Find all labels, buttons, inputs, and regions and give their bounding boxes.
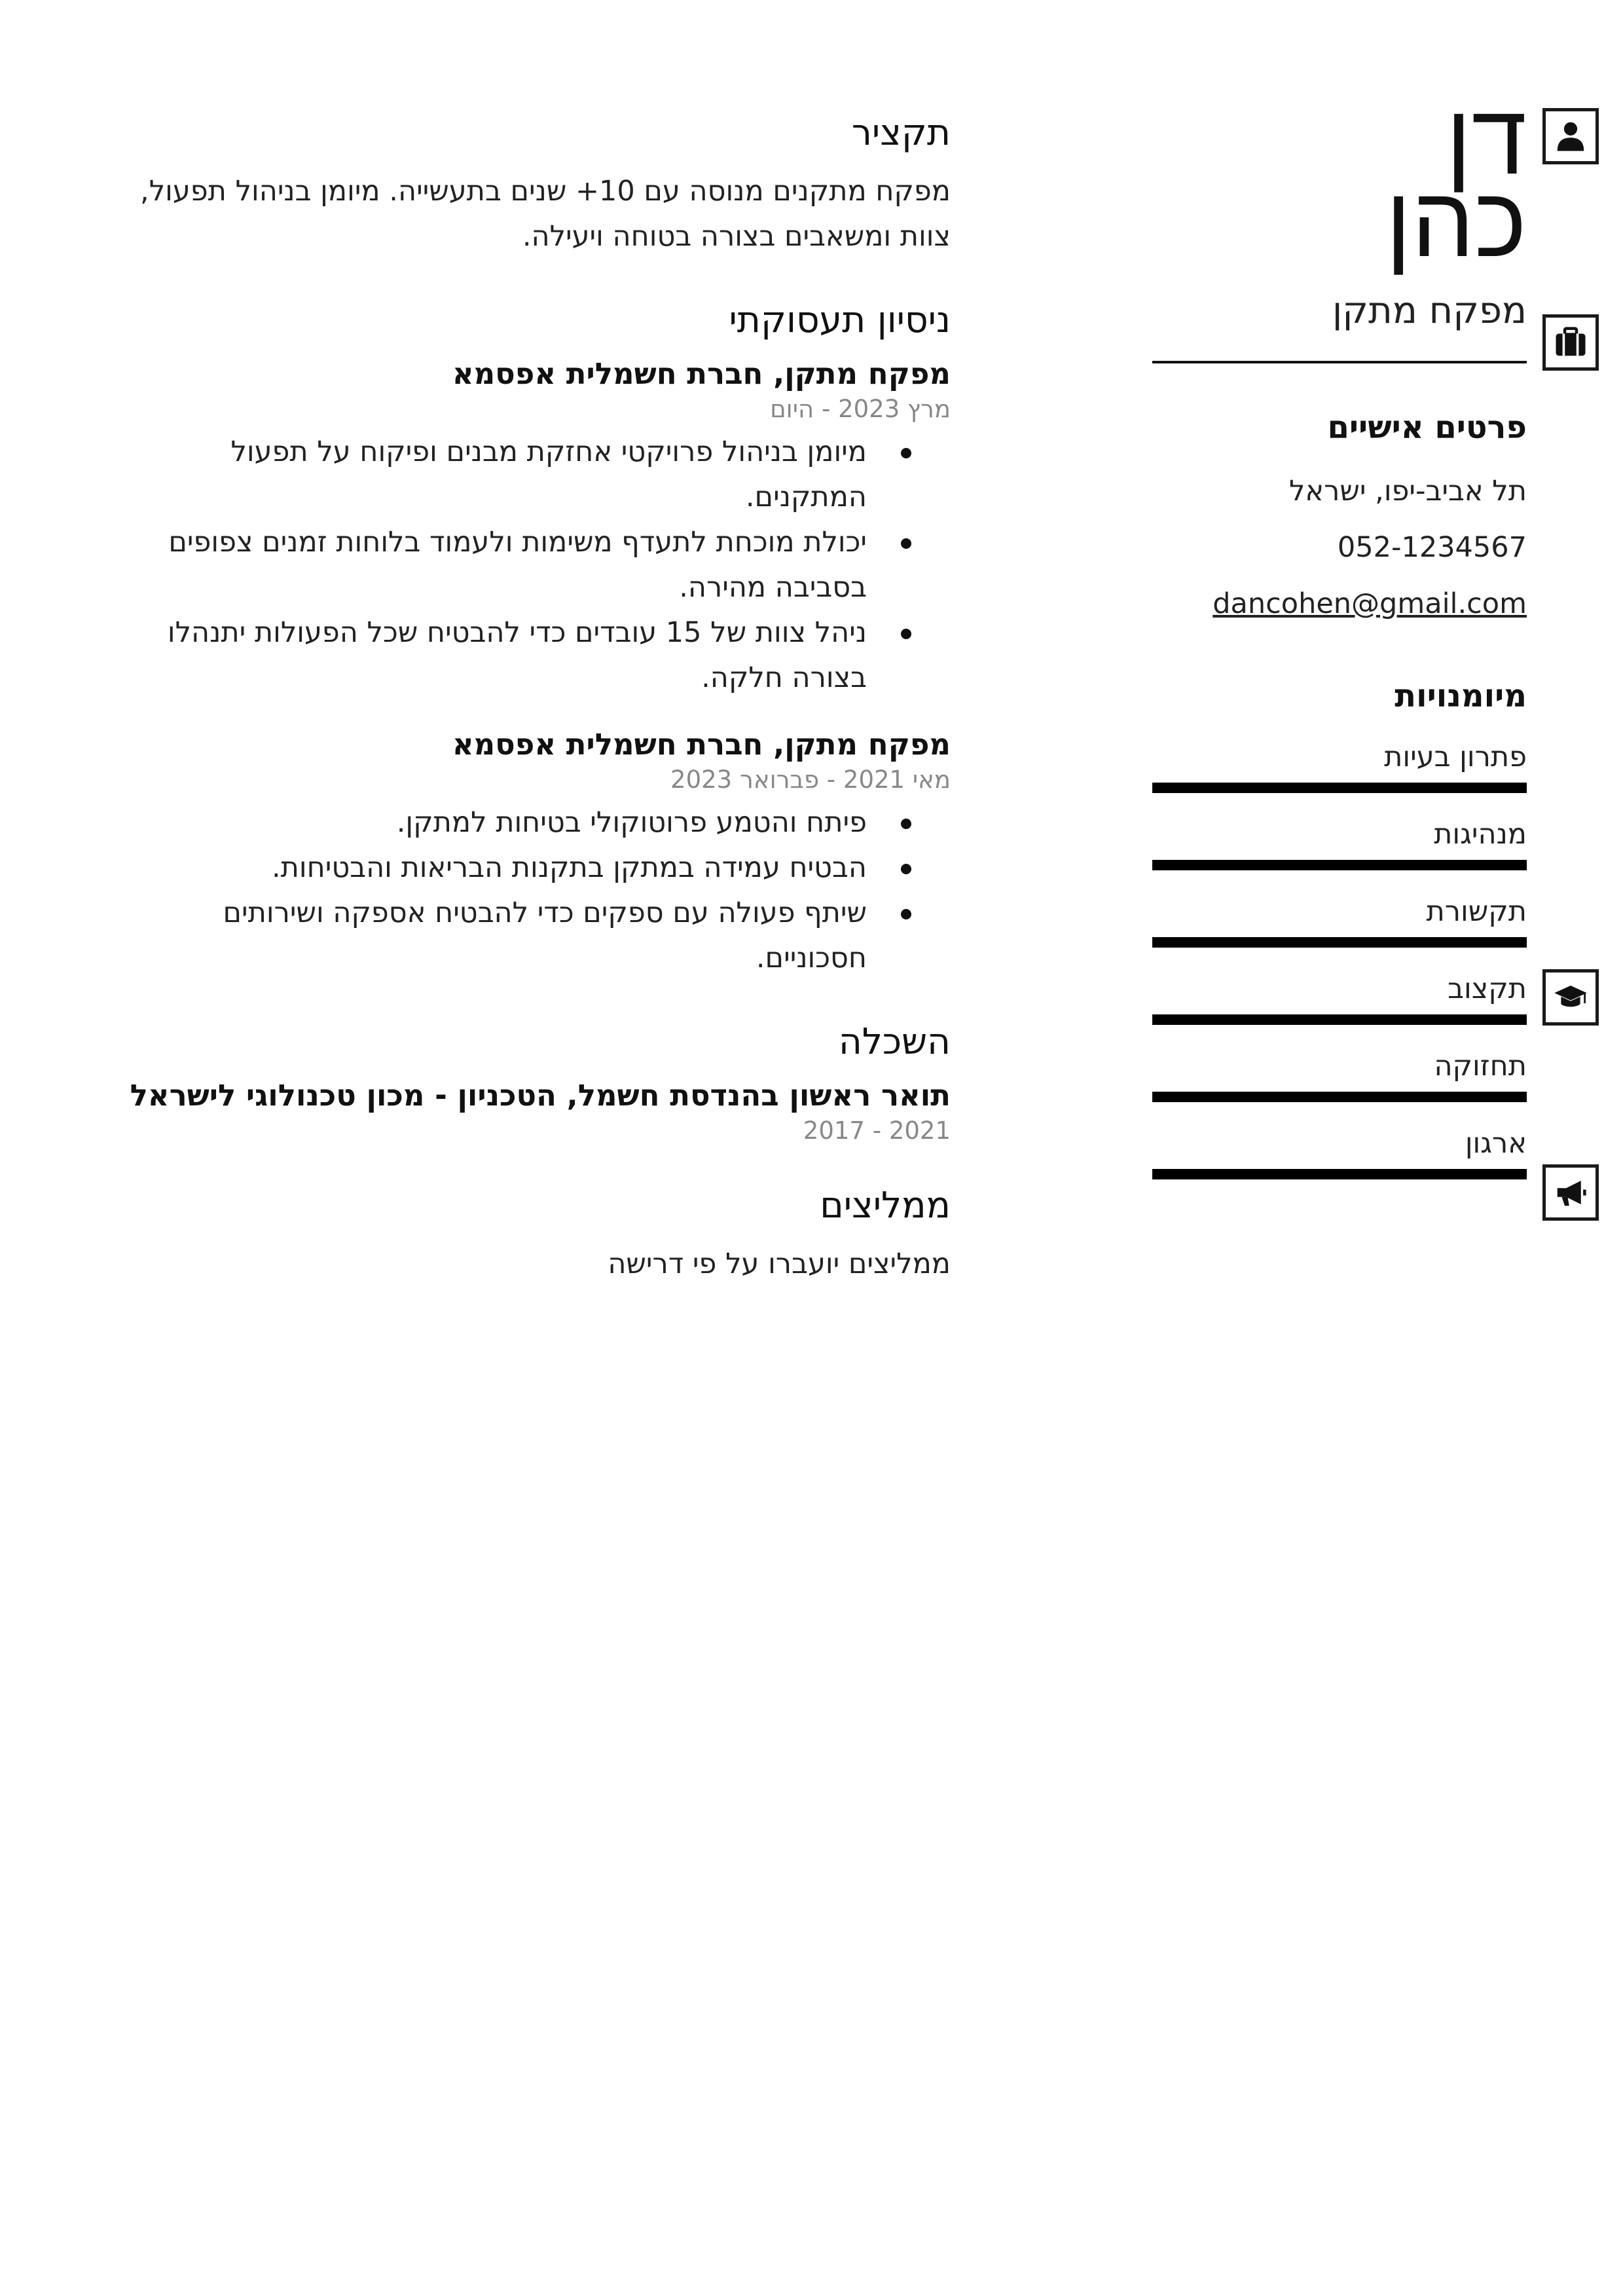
- first-name: דן: [1446, 84, 1527, 195]
- divider: [1152, 361, 1527, 363]
- bullet-item: מיומן בניהול פרויקטי אחזקת מבנים ופיקוח על תפעול המתקנים.: [118, 430, 867, 520]
- briefcase-icon: [1542, 314, 1599, 371]
- skills-heading: מיומנויות: [1395, 678, 1527, 714]
- email-row: [1152, 587, 1527, 620]
- sidebar: [1152, 84, 1527, 1179]
- graduation-cap-icon: [1542, 969, 1599, 1026]
- skill-label: תקצוב: [1448, 972, 1527, 1005]
- job-title: מפקח מתקן, חברת חשמלית אפסמא: [452, 727, 951, 762]
- main-content: [118, 111, 951, 1326]
- phone: 052-1234567: [1337, 531, 1527, 564]
- bullet-item: יכולת מוכחת לתעדף משימות ולעמוד בלוחות זמנים צפופים בסביבה מהירה.: [118, 520, 867, 610]
- skill-label: תחזוקה: [1434, 1050, 1527, 1083]
- experience-section: [118, 299, 951, 981]
- job-entry: [118, 356, 951, 701]
- education-section: [118, 1020, 951, 1145]
- references-text: ממליצים יועברו על פי דרישה: [608, 1248, 951, 1280]
- references-heading: ממליצים: [820, 1184, 951, 1226]
- skill-item: [1152, 741, 1527, 793]
- skill-label: תקשורת: [1426, 895, 1527, 928]
- location: תל אביב-יפו, ישראל: [1288, 475, 1527, 508]
- skill-label: ארגון: [1465, 1127, 1527, 1160]
- skill-label: פתרון בעיות: [1384, 741, 1527, 773]
- skill-item: [1152, 1050, 1527, 1102]
- experience-heading: ניסיון תעסוקתי: [729, 299, 951, 341]
- skill-level-bar: [1152, 1169, 1527, 1179]
- job-dates: מרץ 2023 - היום: [770, 395, 951, 423]
- skill-level-bar: [1152, 860, 1527, 870]
- job-bullets: [118, 800, 951, 981]
- summary-text: מפקח מתקנים מנוסה עם 10+ שנים בתעשייה. מיומן בניהול תפעול, צוות ומשאבים בצורה בטוחה ויעילה.: [140, 175, 951, 253]
- job-role: מפקח מתקן: [1332, 289, 1527, 332]
- job-dates: מאי 2021 - פברואר 2023: [670, 766, 951, 794]
- education-dates: 2021 - 2017: [803, 1117, 951, 1145]
- references-section: [118, 1184, 951, 1287]
- education-heading: השכלה: [838, 1020, 951, 1062]
- skill-level-bar: [1152, 1014, 1527, 1025]
- summary-heading: תקציר: [851, 111, 951, 153]
- bullet-item: ניהל צוות של 15 עובדים כדי להבטיח שכל הפעולות יתנהלו בצורה חלקה.: [118, 610, 867, 701]
- summary-section: [118, 111, 951, 259]
- degree-title: תואר ראשון בהנדסת חשמל, הטכניון - מכון טכנולוגי לישראל: [130, 1078, 951, 1113]
- skill-level-bar: [1152, 937, 1527, 948]
- job-bullets: [118, 430, 951, 701]
- job-title: מפקח מתקן, חברת חשמלית אפסמא: [452, 356, 951, 391]
- skill-label: מנהיגות: [1434, 818, 1527, 851]
- megaphone-icon: [1542, 1164, 1599, 1221]
- skill-level-bar: [1152, 783, 1527, 793]
- last-name: כהן: [1385, 166, 1527, 278]
- bullet-item: הבטיח עמידה במתקן בתקנות הבריאות והבטיחות.: [118, 845, 867, 891]
- skill-item: [1152, 972, 1527, 1025]
- skill-item: [1152, 818, 1527, 870]
- email-link[interactable]: dancohen@gmail.com: [1213, 587, 1527, 620]
- bullet-item: שיתף פעולה עם ספקים כדי להבטיח אספקה ושירותים חסכוניים.: [118, 891, 867, 981]
- personal-details-heading: פרטים אישיים: [1327, 409, 1527, 446]
- skill-level-bar: [1152, 1092, 1527, 1102]
- person-icon: [1542, 108, 1599, 164]
- job-entry: [118, 727, 951, 981]
- skill-item: [1152, 895, 1527, 948]
- bullet-item: פיתח והטמע פרוטוקולי בטיחות למתקן.: [118, 800, 867, 845]
- skill-item: [1152, 1127, 1527, 1179]
